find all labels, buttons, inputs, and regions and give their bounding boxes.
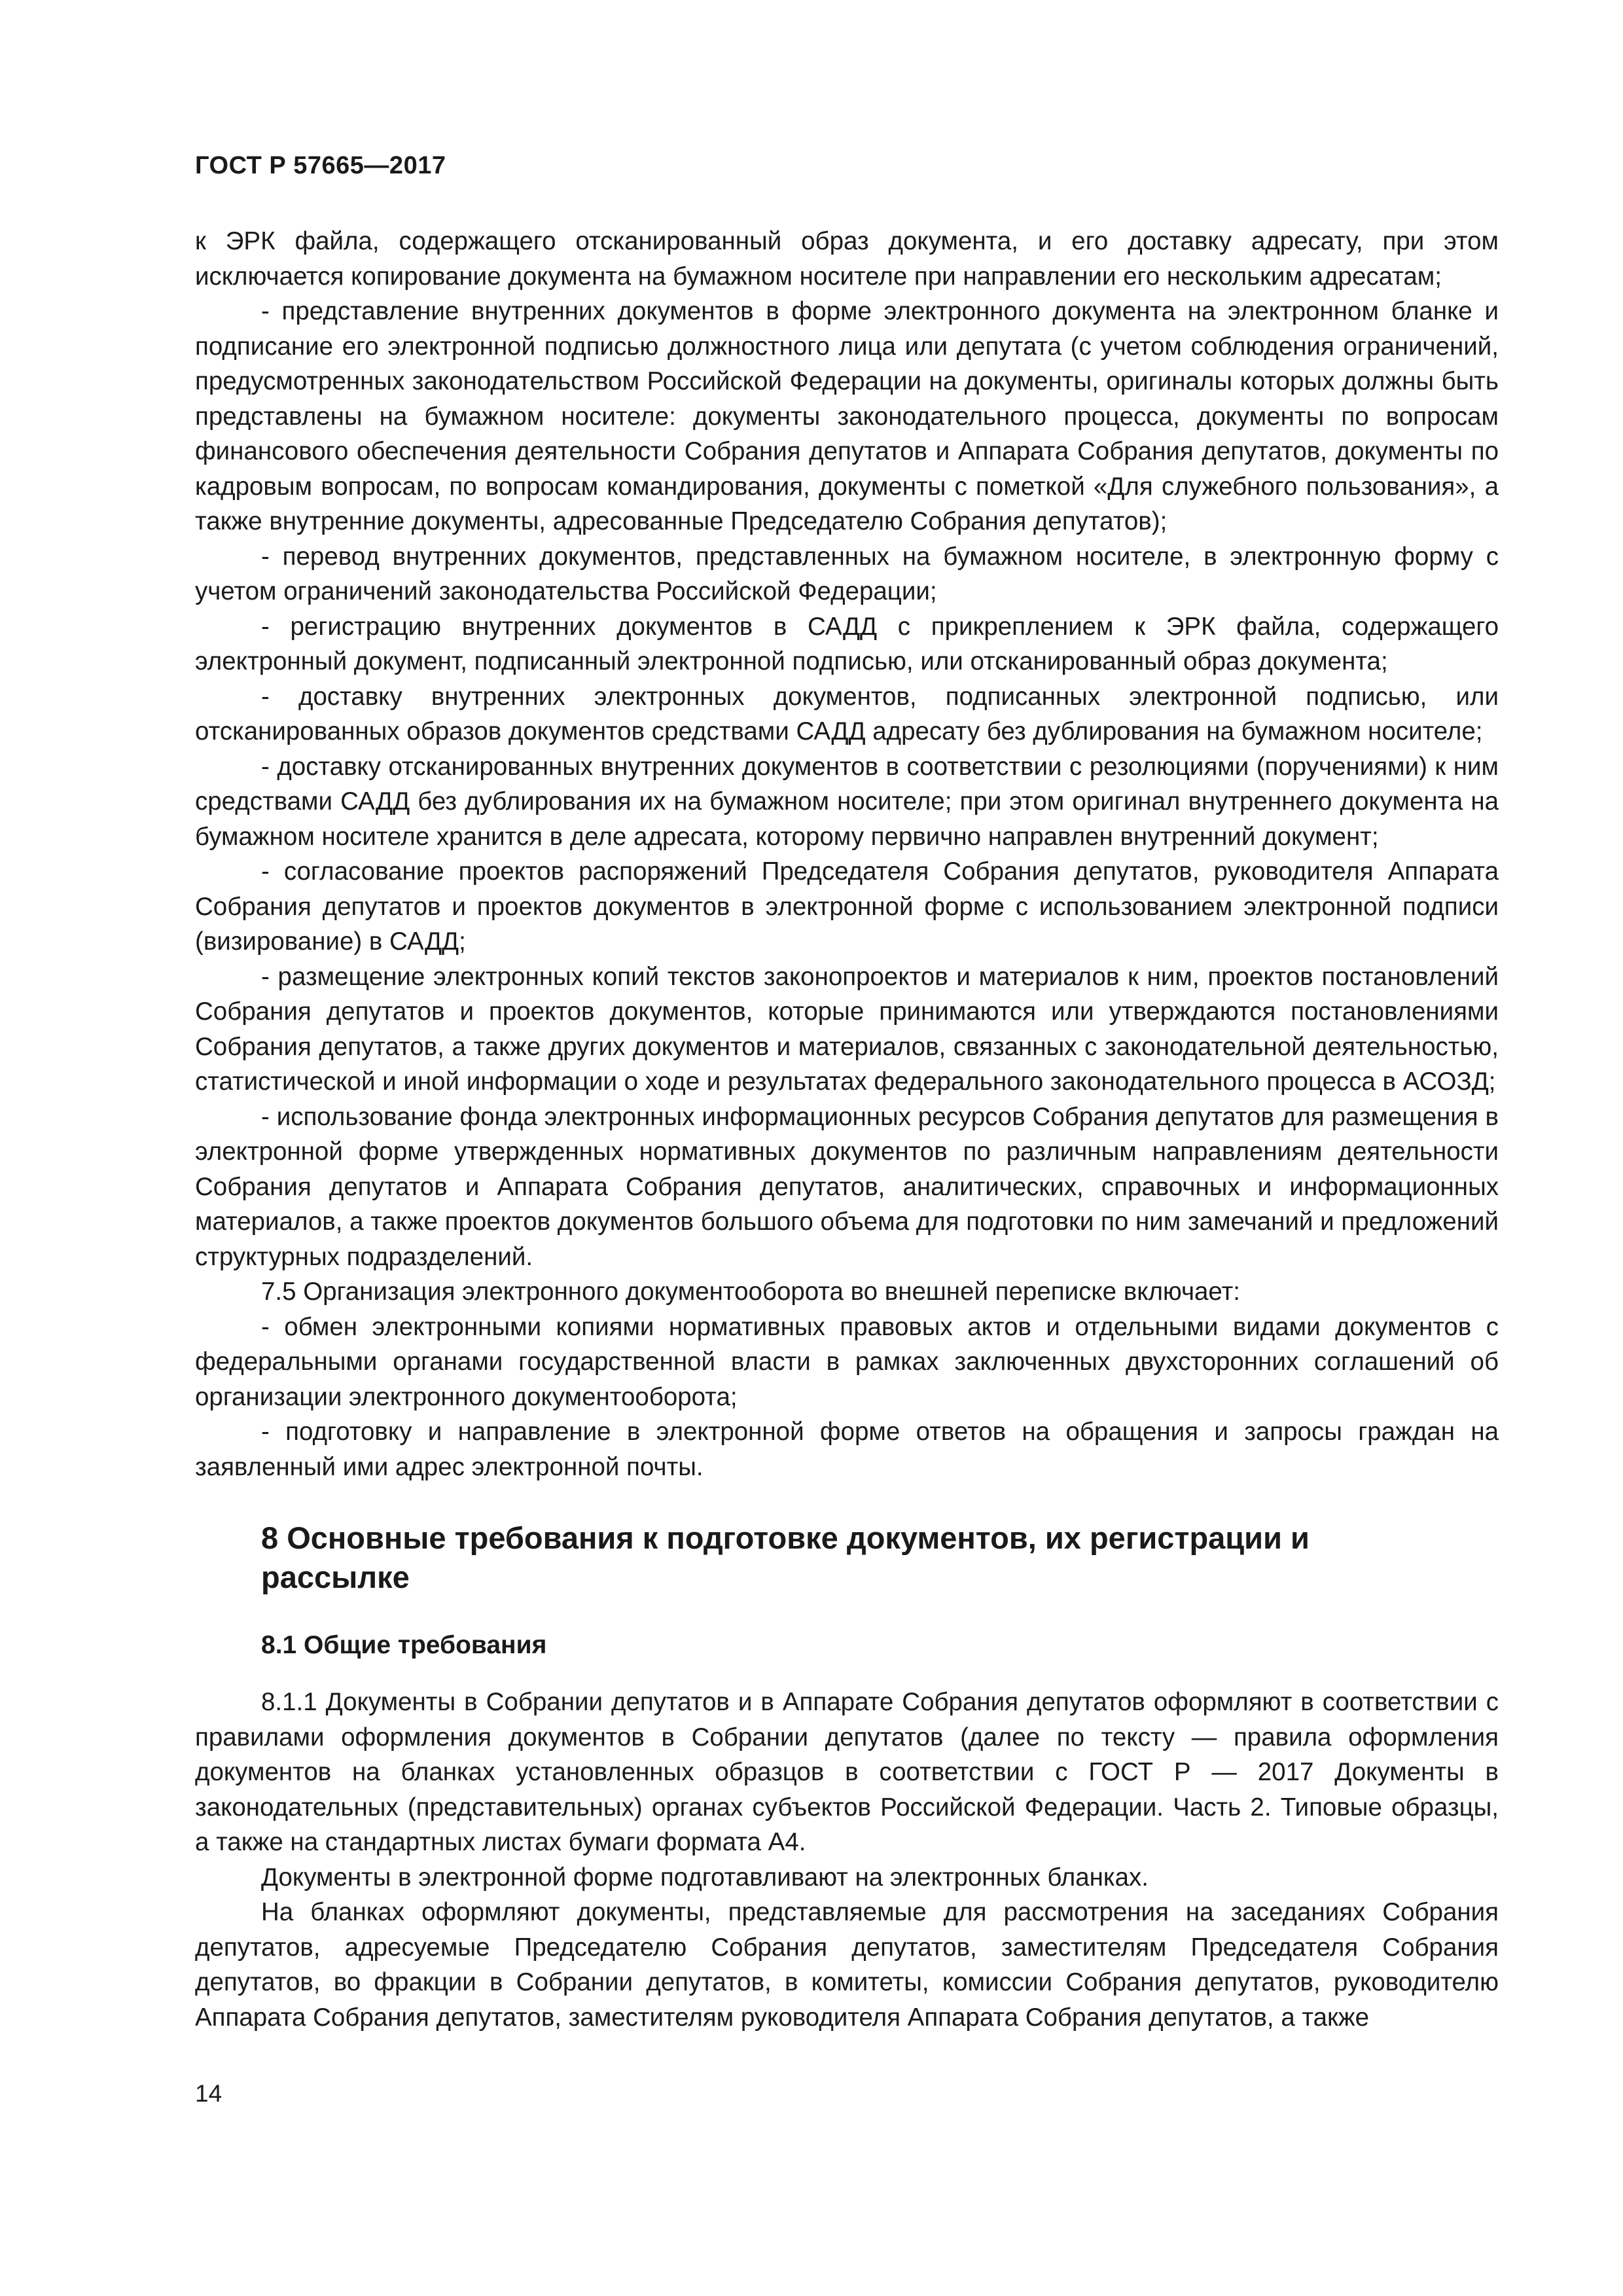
paragraph: - доставку внутренних электронных документов, подписанных электронной подписью, или отсканированных образов документов средствами САДД адресату без дублирования на бумажном носителе; xyxy=(195,682,1499,745)
paragraph: - доставку отсканированных внутренних документов в соответствии с резолюциями (поручениями) к ним средствами САДД без дублирования их на бумажном носителе; при этом оригинал внутреннего документа на бумажном носителе хранится в деле адресата, которому первично направлен внутренний документ; xyxy=(195,752,1499,851)
paragraph: - представление внутренних документов в форме электронного документа на электронном бланке и подписание его электронной подписью должностного лица или депутата (с учетом соблюдения ограничений, предусмотренных законодательством Российской Федерации на документы, оригиналы которых должны быть представлены на бумажном носителе: документы законодательного процесса, документы по вопросам финансового обеспечения деятельности Собрания депутатов и Аппарата Собрания депутатов, документы по кадровым вопросам, по вопросам командирования, документы с пометкой «Для служебного пользования», а также внутренние документы, адресованные Председателю Собрания депутатов); xyxy=(195,297,1499,535)
page-number: 14 xyxy=(195,2080,223,2107)
section-heading: 8 Основные требования к подготовке документов, их регистрации и рассылке xyxy=(261,1520,1310,1594)
paragraph: На бланках оформляют документы, представляемые для рассмотрения на заседаниях Собрания депутатов, адресуемые Председателю Собрания депутатов, заместителям Председателя Собрания депутатов, во фракции в Собрании депутатов, в комитеты, комиссии Собрания депутатов, руководителю Аппарата Собрания депутатов, заместителям руководителя Аппарата Собрания депутатов, а также xyxy=(195,1898,1499,2032)
paragraph: - подготовку и направление в электронной форме ответов на обращения и запросы граждан на заявленный ими адрес электронной почты. xyxy=(195,1418,1499,1481)
document-body xyxy=(195,224,1499,2035)
paragraph: - обмен электронными копиями нормативных правовых актов и отдельными видами документов с федеральными органами государственной власти в рамках заключенных двухсторонних соглашений об организации электронного документооборота; xyxy=(195,1312,1499,1411)
document-header: ГОСТ Р 57665—2017 xyxy=(195,152,446,179)
paragraph: - регистрацию внутренних документов в САДД с прикреплением к ЭРК файла, содержащего электронный документ, подписанный электронной подписью, или отсканированный образ документа; xyxy=(195,612,1499,675)
subsection-heading: 8.1 Общие требования xyxy=(261,1631,547,1659)
paragraph: 7.5 Организация электронного документооборота во внешней переписке включает: xyxy=(261,1278,1240,1306)
paragraph: - размещение электронных копий текстов законопроектов и материалов к ним, проектов постановлений Собрания депутатов и проектов документов, которые принимаются или утверждаются постановлениями Собрания депутатов, а также других документов и материалов, связанных с законодательной деятельностью, статистической и иной информации о ходе и результатах федерального законодательного процесса в АСОЗД; xyxy=(195,962,1499,1096)
paragraph: Документы в электронной форме подготавливают на электронных бланках. xyxy=(261,1863,1149,1892)
paragraph: 8.1.1 Документы в Собрании депутатов и в Аппарате Собрания депутатов оформляют в соответствии с правилами оформления документов в Собрании депутатов (далее по тексту — правила оформления документов на бланках установленных образцов в соответствии с ГОСТ Р — 2017 Документы в законодательных (представительных) органах субъектов Российской Федерации. Часть 2. Типовые образцы, а также на стандартных листах бумаги формата А4. xyxy=(195,1688,1499,1856)
paragraph: - перевод внутренних документов, представленных на бумажном носителе, в электронную форму с учетом ограничений законодательства Российской Федерации; xyxy=(195,542,1499,605)
paragraph: - согласование проектов распоряжений Председателя Собрания депутатов, руководителя Аппарата Собрания депутатов и проектов документов в электронной форме с использованием электронной подписи (визирование) в САДД; xyxy=(195,857,1499,956)
paragraph: к ЭРК файла, содержащего отсканированный образ документа, и его доставку адресату, при этом исключается копирование документа на бумажном носителе при направлении его нескольким адресатам; xyxy=(195,227,1499,291)
paragraph-group-bottom xyxy=(195,1685,1499,2035)
paragraph: - использование фонда электронных информационных ресурсов Собрания депутатов для размещения в электронной форме утвержденных нормативных документов по различным направлениям деятельности Собрания депутатов и Аппарата Собрания депутатов, аналитических, справочных и информационных материалов, а также проектов документов большого объема для подготовки по ним замечаний и предложений структурных подразделений. xyxy=(195,1102,1499,1271)
paragraph-group-top xyxy=(195,224,1499,1484)
